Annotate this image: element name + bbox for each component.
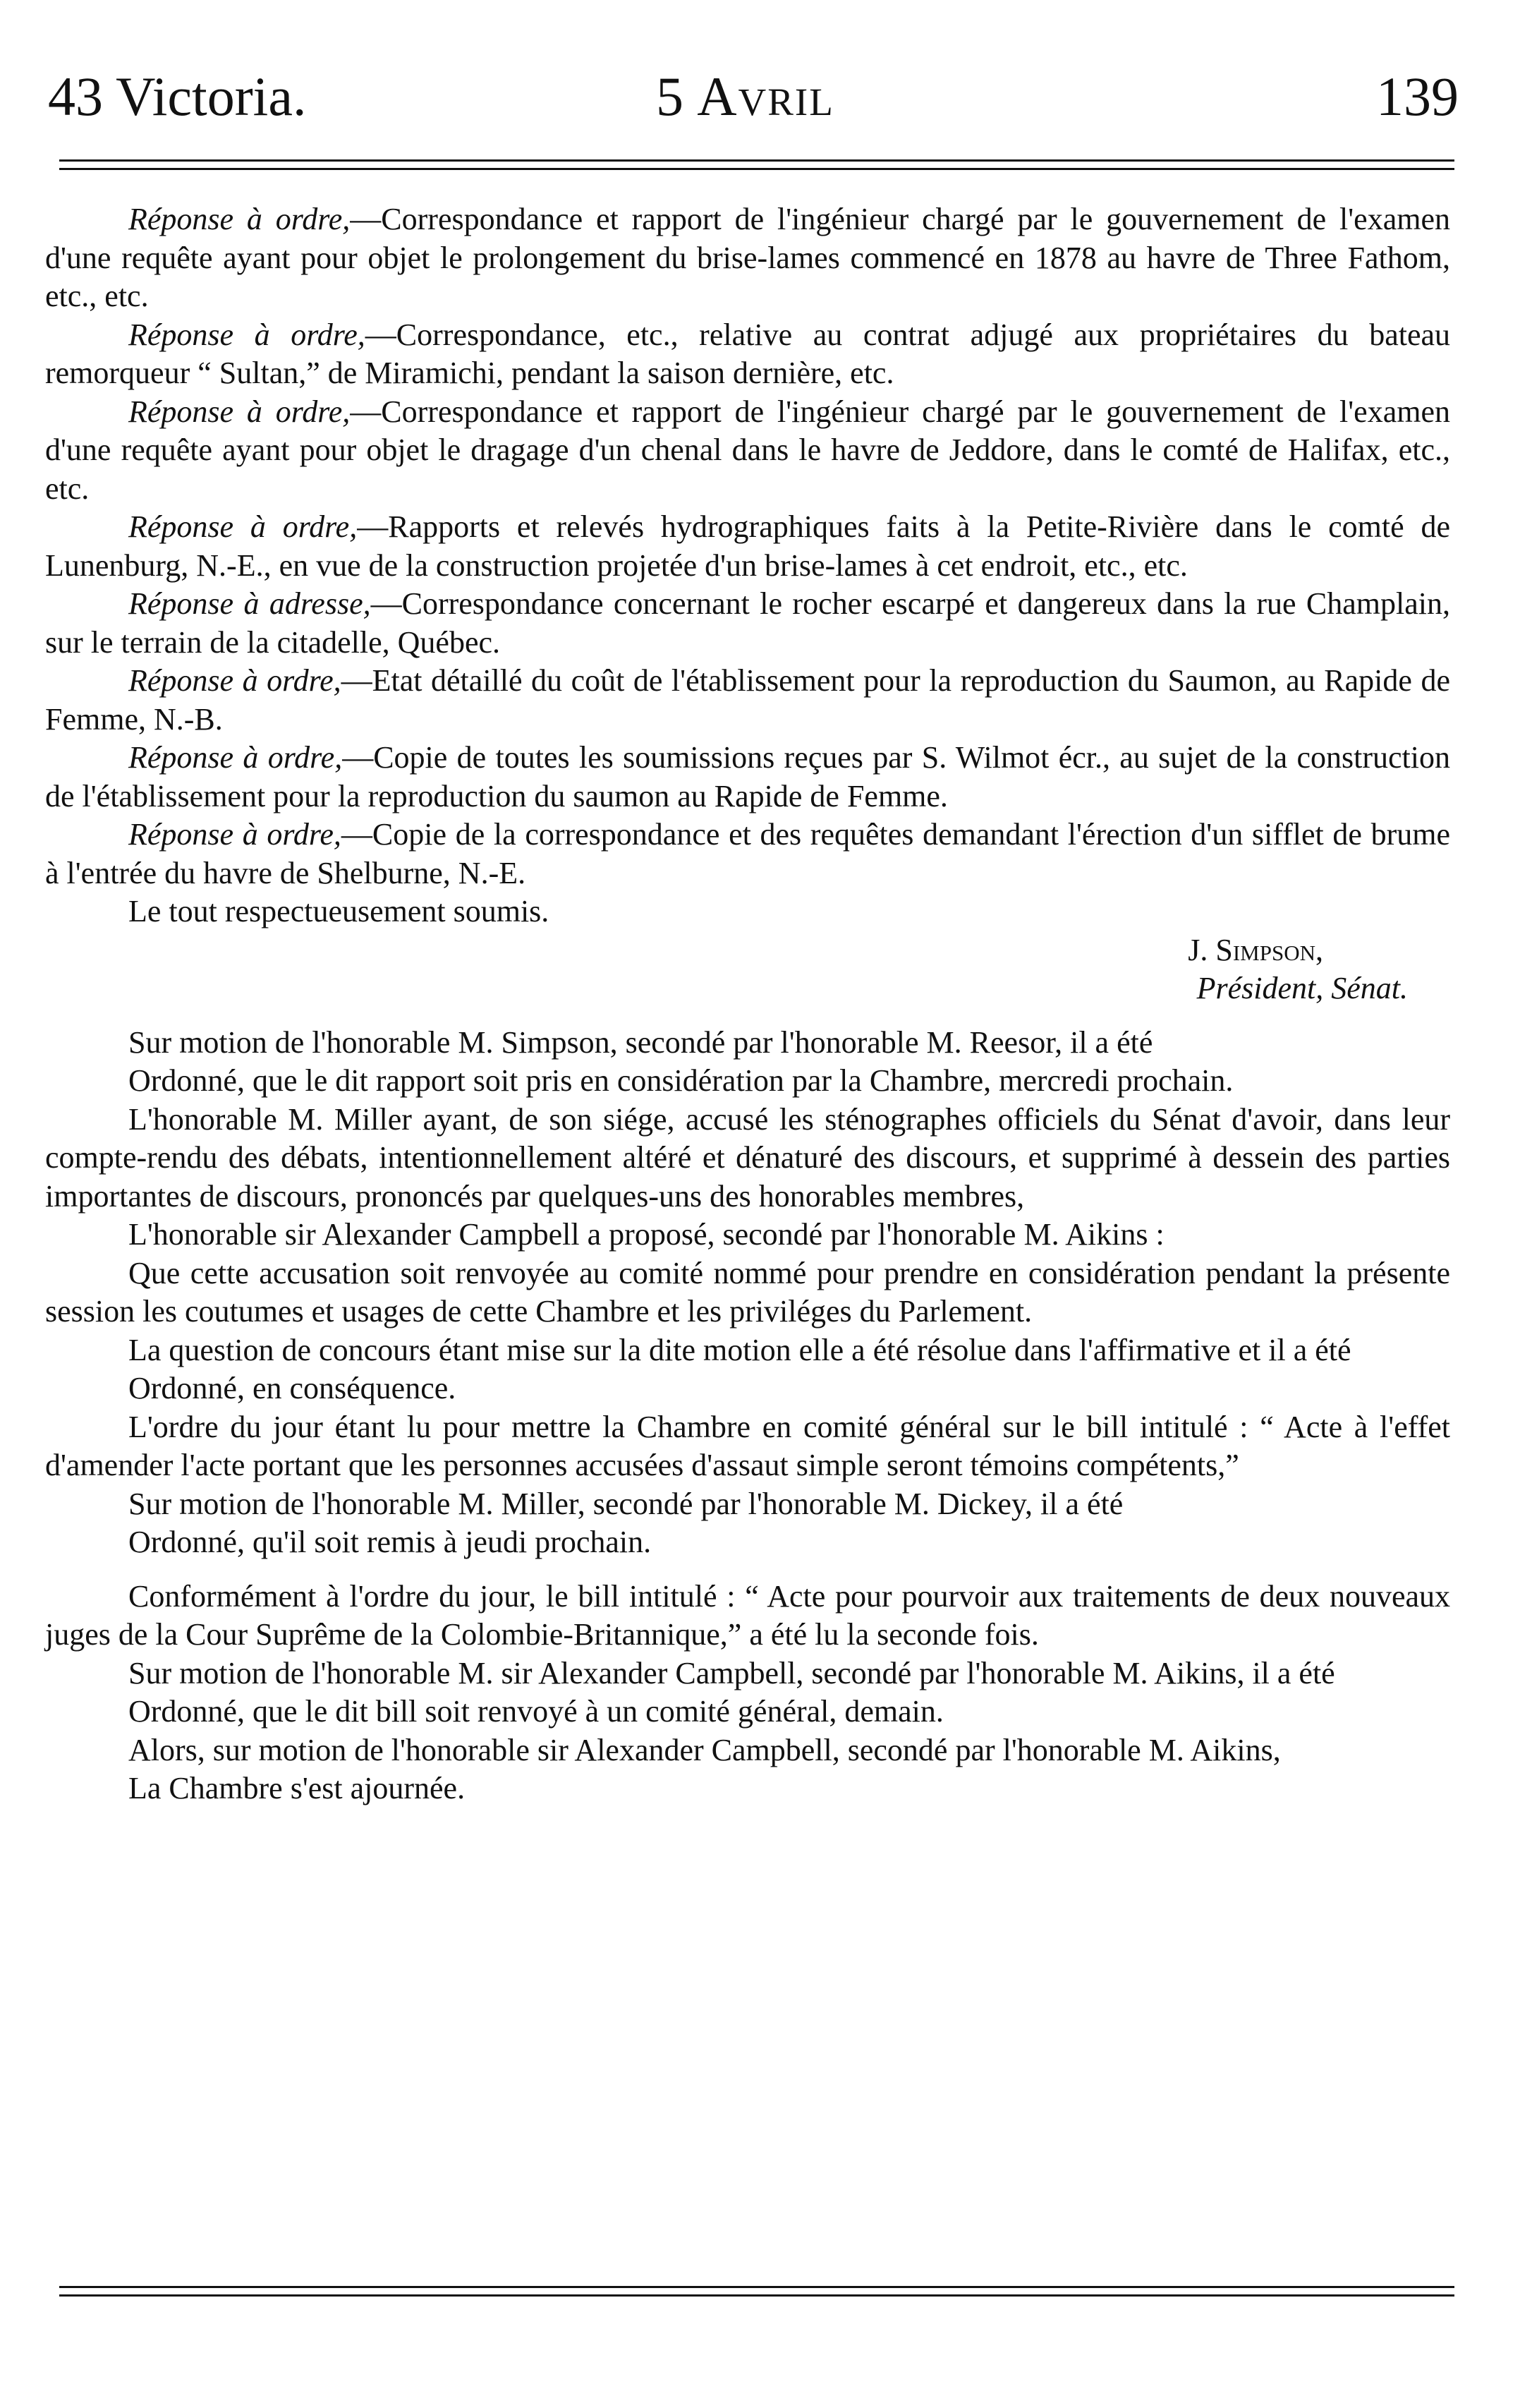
signature-name: J. Simpson, [1188, 932, 1323, 967]
paragraph: Sur motion de l'honorable M. sir Alexander Campbell, secondé par l'honorable M. Aikins, il a été [128, 1655, 1335, 1690]
paragraph: Réponse à adresse,—Correspondance concernant le rocher escarpé et dangereux dans la rue Champlain, sur le terrain de la citadelle, Québec. [45, 586, 1450, 660]
paragraph: Réponse à ordre,—Copie de toutes les soumissions reçues par S. Wilmot écr., au sujet de la construction de l'établissement pour la reproduction du saumon au Rapide de Femme. [45, 740, 1450, 813]
paragraph: Le tout respectueusement soumis. [128, 894, 549, 928]
paragraph: Sur motion de l'honorable M. Miller, secondé par l'honorable M. Dickey, il a été [128, 1486, 1124, 1521]
header-rule [59, 159, 1454, 162]
paragraph: L'honorable M. Miller ayant, de son siége, accusé les sténographes officiels du Sénat d'avoir, dans leur compte-rendu des débats, intentionnellement altéré et dénaturé des discours, et supprimé à dessein des parties importantes de discours, prononcés par quelques-uns des honorables membres, [45, 1101, 1450, 1214]
page-header [48, 65, 1459, 143]
paragraph: Ordonné, qu'il soit remis à jeudi prochain. [128, 1525, 652, 1559]
paragraph: Conformément à l'ordre du jour, le bill intitulé : “ Acte pour pourvoir aux traitements de deux nouveaux juges de la Cour Suprême de la Colombie-Britannique,” a été lu la seconde fois. [45, 1578, 1450, 1652]
paragraph: La question de concours étant mise sur la dite motion elle a été résolue dans l'affirmative et il a été [128, 1332, 1351, 1367]
header-session: 43 Victoria. [48, 66, 307, 127]
page-number: 139 [1376, 66, 1459, 127]
paragraph: Réponse à ordre,—Rapports et relevés hydrographiques faits à la Petite-Rivière dans le comté de Lunenburg, N.-E., en vue de la construction projetée d'un brise-lames à cet endroit, etc., etc. [45, 509, 1450, 583]
header-date: 5 Avril [656, 66, 834, 127]
paragraph: La Chambre s'est ajournée. [128, 1771, 466, 1805]
paragraph: L'honorable sir Alexander Campbell a proposé, secondé par l'honorable M. Aikins : [128, 1217, 1165, 1252]
paragraph: Réponse à ordre,—Copie de la correspondance et des requêtes demandant l'érection d'un sifflet de brume à l'entrée du havre de Shelburne, N.-E. [45, 817, 1451, 890]
footer-rule [59, 2286, 1454, 2288]
paragraph: Alors, sur motion de l'honorable sir Alexander Campbell, secondé par l'honorable M. Aikins, [128, 1732, 1281, 1767]
page-body [45, 200, 1450, 1808]
paragraph: Réponse à ordre,—Correspondance et rapport de l'ingénieur chargé par le gouvernement de l'examen d'une requête ayant pour objet le prolongement du brise-lames commencé en 1878 au havre de Three Fathom, etc., etc. [45, 202, 1450, 313]
paragraph: Réponse à ordre,—Etat détaillé du coût de l'établissement pour la reproduction du Saumon, au Rapide de Femme, N.-B. [45, 663, 1450, 737]
paragraph: Réponse à ordre,—Correspondance, etc., relative au contrat adjugé aux propriétaires du bateau remorqueur “ Sultan,” de Miramichi, pendant la saison dernière, etc. [45, 317, 1451, 390]
paragraph: Ordonné, que le dit bill soit renvoyé à un comité général, demain. [128, 1694, 944, 1729]
paragraph: Que cette accusation soit renvoyée au comité nommé pour prendre en considération pendant la présente session les coutumes et usages de cette Chambre et les priviléges du Parlement. [45, 1255, 1450, 1329]
signature-title: Président, Sénat. [1196, 971, 1408, 1005]
footer-rule-2 [59, 2294, 1454, 2297]
paragraph: L'ordre du jour étant lu pour mettre la Chambre en comité général sur le bill intitulé : “ Acte à l'effet d'amender l'acte portant que les personnes accusées d'assaut simple seront témoins compétents,” [45, 1409, 1450, 1482]
header-rule-2 [59, 168, 1454, 170]
paragraph: Ordonné, que le dit rapport soit pris en considération par la Chambre, mercredi prochain. [128, 1063, 1234, 1098]
paragraph: Réponse à ordre,—Correspondance et rapport de l'ingénieur chargé par le gouvernement de l'examen d'une requête ayant pour objet le dragage d'un chenal dans le havre de Jeddore, dans le comté de Halifax, etc., etc. [45, 394, 1450, 506]
paragraph: Sur motion de l'honorable M. Simpson, secondé par l'honorable M. Reesor, il a été [128, 1024, 1153, 1060]
paragraph: Ordonné, en conséquence. [128, 1371, 456, 1405]
